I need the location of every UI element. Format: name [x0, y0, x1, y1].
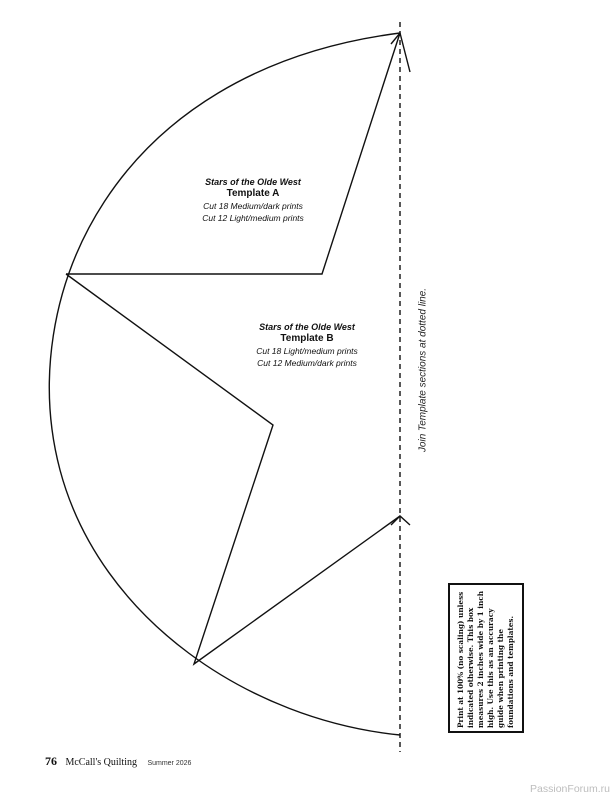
- accuracy-guide-box: [448, 583, 524, 733]
- template-a-series: Stars of the Olde West: [205, 177, 301, 187]
- template-b-cut-2: Cut 12 Medium/dark prints: [257, 358, 357, 368]
- template-b-name: Template B: [280, 333, 334, 344]
- template-b-series: Stars of the Olde West: [259, 322, 355, 332]
- template-b-cut-1: Cut 18 Light/medium prints: [256, 346, 358, 356]
- template-a-cut-2: Cut 12 Light/medium prints: [202, 213, 304, 223]
- watermark: PassionForum.ru: [530, 783, 610, 795]
- template-b-label: [232, 321, 382, 369]
- template-a-cut-1: Cut 18 Medium/dark prints: [203, 201, 303, 211]
- join-note-text: Join Template sections at dotted line.: [417, 287, 429, 453]
- outer-arc: [49, 33, 400, 735]
- template-a-label: [178, 176, 328, 224]
- magazine-name: McCall's Quilting: [65, 757, 137, 768]
- template-a-name: Template A: [226, 188, 280, 199]
- page-footer: [45, 752, 191, 770]
- issue-label: Summer 2026: [147, 760, 192, 767]
- template-a-outline: [66, 33, 400, 274]
- accuracy-guide-text: Print at 100% (no scaling) unless indicated otherwise. This box measures 2 inches wide by 1 inch high. Use this as an accuracy guide when printing the foundations and templates.: [456, 590, 515, 728]
- page-number: 76: [45, 754, 57, 768]
